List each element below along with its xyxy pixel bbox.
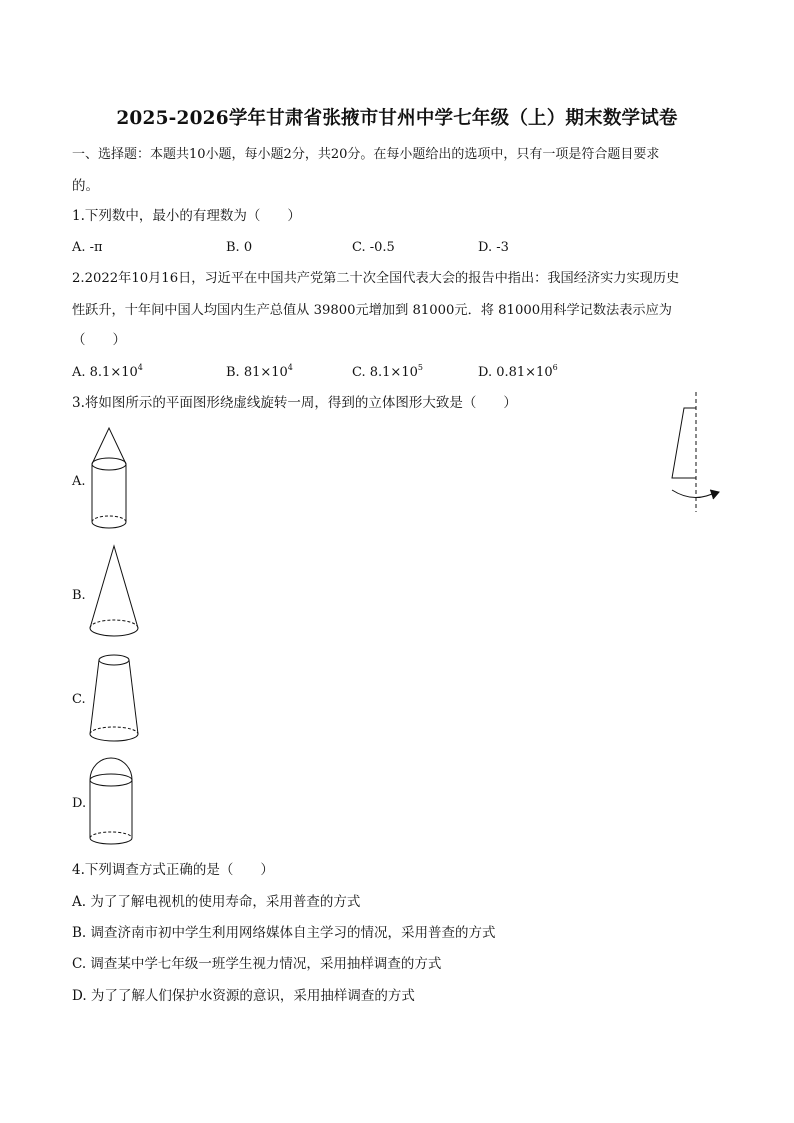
cylinder-bottom-front: [90, 838, 132, 844]
cylinder-bottom-front: [92, 522, 126, 528]
q1-stem: 1.下列数中，最小的有理数为（ ）: [72, 208, 301, 224]
cone-top-edges: [92, 428, 126, 464]
frustum-base-front: [90, 734, 138, 741]
q2-option-b-text: B. 81×10: [226, 365, 288, 380]
cylinder-bottom-back: [92, 516, 126, 522]
cylinder-top-ellipse: [90, 774, 132, 786]
q3-option-c-label: C.: [72, 692, 86, 707]
q3-option-a-label: A.: [72, 474, 86, 489]
section-heading-line2: 的。: [72, 178, 99, 194]
q2-option-a-exponent: 4: [137, 363, 143, 372]
q2-option-c-text: C. 8.1×10: [352, 365, 418, 380]
q4-option-c: C. 调查某中学七年级一班学生视力情况，采用抽样调查的方式: [72, 956, 442, 972]
q3-reference-figure: [664, 392, 726, 514]
q3-option-a-figure: [86, 426, 132, 532]
q2-option-a: [72, 363, 143, 380]
rotation-arrow-arc: [672, 490, 716, 498]
q2-option-b: [226, 363, 293, 380]
q2-option-d-exponent: 6: [552, 363, 558, 372]
q3-option-b-figure: [88, 544, 140, 640]
dome-arc: [90, 758, 132, 780]
q3-option-d-label: D.: [72, 796, 87, 811]
q1-option-c: C. -0.5: [352, 240, 395, 255]
section-heading-line1: 一、选择题：本题共10小题，每小题2分，共20分。在每小题给出的选项中，只有一项是符合题目要求: [72, 147, 660, 162]
trapezoid-shape: [672, 408, 696, 478]
q3-option-b-label: B.: [72, 588, 86, 603]
q4-stem: 4.下列调查方式正确的是（ ）: [72, 862, 274, 878]
page-title: 2025-2026学年甘肃省张掖市甘州中学七年级（上）期末数学试卷: [116, 108, 678, 129]
frustum-base-back: [90, 727, 138, 734]
q2-stem-line1: 2.2022年10月16日，习近平在中国共产党第二十次全国代表大会的报告中指出：我国经济实力实现历史: [72, 271, 680, 286]
cone-base-back: [90, 620, 138, 628]
q2-option-c: [352, 363, 423, 380]
q4-option-b: B. 调查济南市初中学生利用网络媒体自主学习的情况，采用普查的方式: [72, 925, 496, 941]
q1-option-a: A. -π: [72, 240, 103, 255]
q3-option-d-figure: [86, 754, 136, 850]
q4-option-a: A. 为了了解电视机的使用寿命，采用普查的方式: [72, 894, 361, 910]
cylinder-top-ellipse: [92, 458, 126, 470]
frustum-right-edge: [129, 660, 138, 734]
q1-option-d: D. -3: [478, 240, 509, 255]
q2-stem-line2: 性跃升，十年间中国人均国内生产总值从 39800元增加到 81000元．将 81000用科学记数法表示应为: [72, 303, 672, 318]
q2-option-b-exponent: 4: [287, 363, 293, 372]
q3-option-c-figure: [88, 652, 140, 746]
cone-edges: [90, 546, 138, 628]
q2-option-a-text: A. 8.1×10: [72, 365, 138, 380]
q3-stem: 3.将如图所示的平面图形绕虚线旋转一周，得到的立体图形大致是（ ）: [72, 395, 517, 411]
q2-option-d-text: D. 0.81×10: [478, 365, 553, 380]
q2-option-c-exponent: 5: [417, 363, 423, 372]
frustum-left-edge: [90, 660, 99, 734]
cylinder-bottom-back: [90, 832, 132, 838]
q2-stem-line3: （ ）: [72, 332, 126, 348]
q4-option-d: D. 为了了解人们保护水资源的意识，采用抽样调查的方式: [72, 988, 415, 1004]
q1-option-b: B. 0: [226, 240, 253, 255]
frustum-top-ellipse: [99, 655, 129, 665]
q2-option-d: [478, 363, 558, 380]
cone-base-front: [90, 628, 138, 636]
